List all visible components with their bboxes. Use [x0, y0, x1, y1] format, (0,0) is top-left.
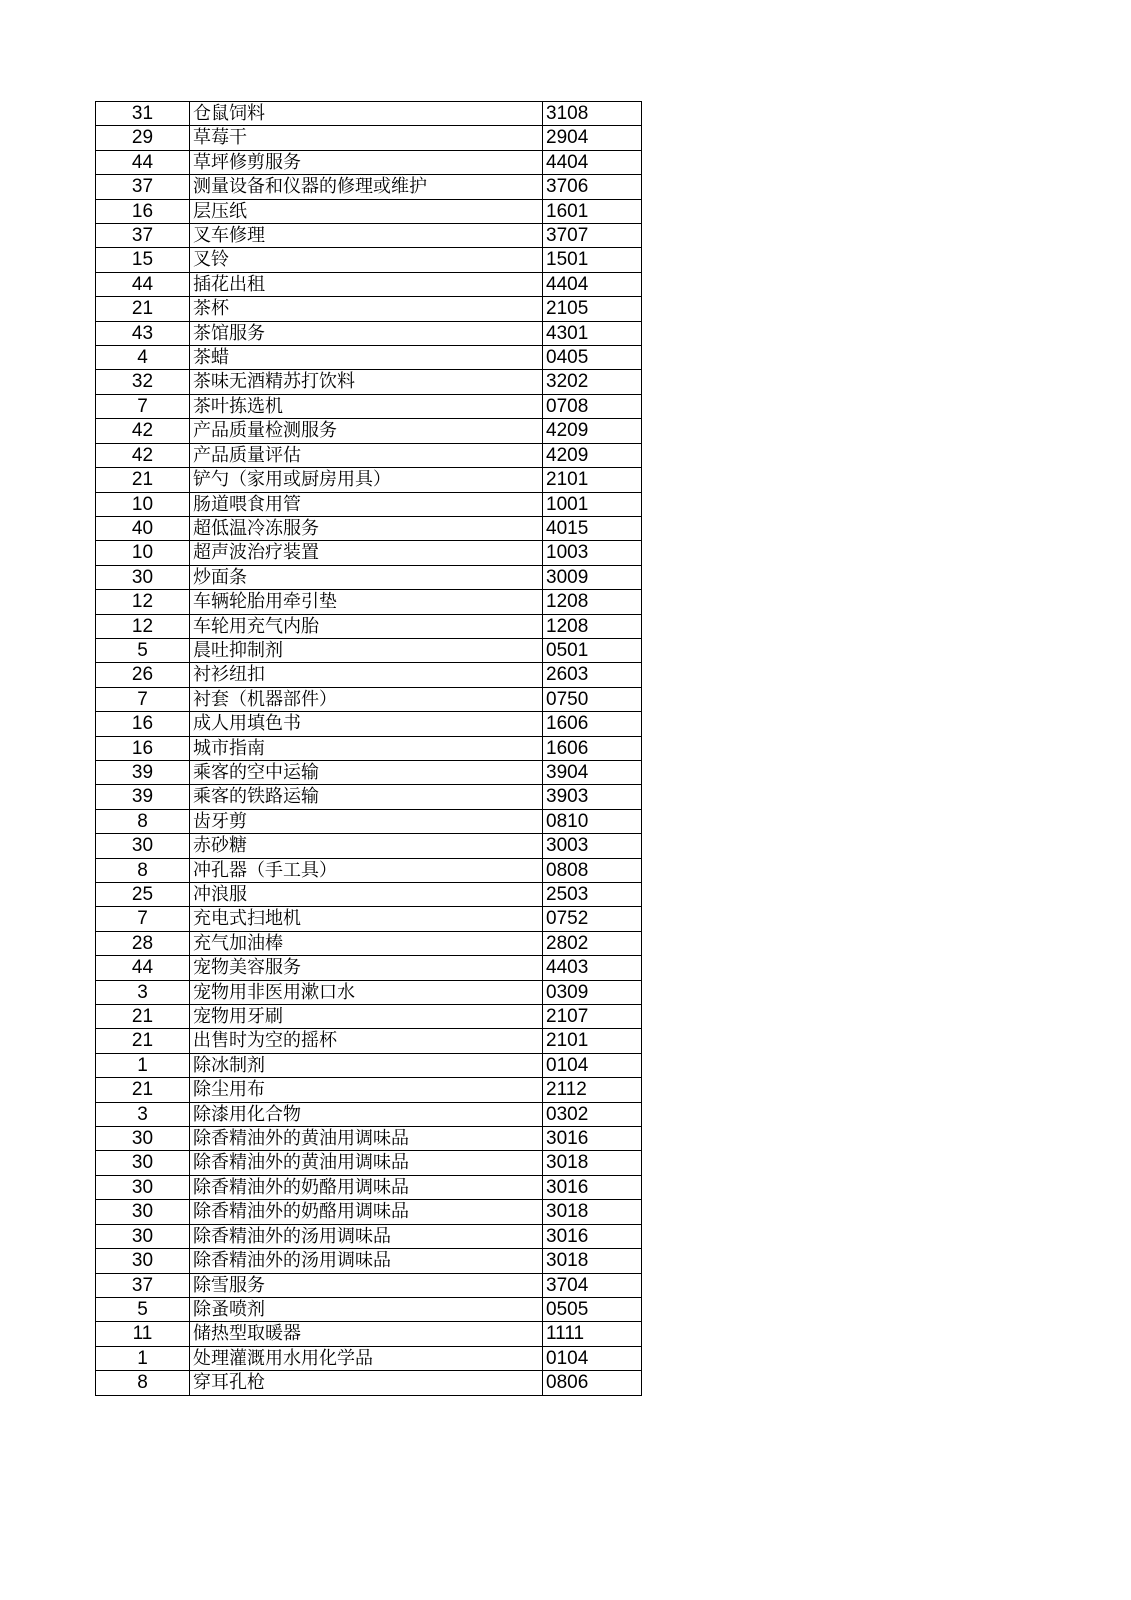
- class-number-cell: 12: [96, 614, 190, 638]
- class-number-cell: 44: [96, 956, 190, 980]
- class-number-cell: 30: [96, 1127, 190, 1151]
- table-row: [96, 736, 642, 760]
- table-row: [96, 1371, 642, 1395]
- group-code-cell: 0104: [543, 1053, 642, 1077]
- group-code-cell: 4301: [543, 321, 642, 345]
- goods-name-cell: 测量设备和仪器的修理或维护: [190, 175, 543, 199]
- group-code-cell: 4403: [543, 956, 642, 980]
- table-row: [96, 175, 642, 199]
- table-row: [96, 370, 642, 394]
- goods-name-cell: 叉铃: [190, 248, 543, 272]
- class-number-cell: 30: [96, 1151, 190, 1175]
- group-code-cell: 0752: [543, 907, 642, 931]
- table-row: [96, 224, 642, 248]
- goods-name-cell: 茶叶拣选机: [190, 394, 543, 418]
- goods-name-cell: 赤砂糖: [190, 834, 543, 858]
- group-code-cell: 0810: [543, 809, 642, 833]
- goods-name-cell: 除香精油外的黄油用调味品: [190, 1127, 543, 1151]
- table-row: [96, 443, 642, 467]
- group-code-cell: 3009: [543, 565, 642, 589]
- table-row: [96, 126, 642, 150]
- goods-name-cell: 城市指南: [190, 736, 543, 760]
- table-row: [96, 468, 642, 492]
- group-code-cell: 0309: [543, 980, 642, 1004]
- table-row: [96, 150, 642, 174]
- group-code-cell: 3202: [543, 370, 642, 394]
- class-number-cell: 1: [96, 1053, 190, 1077]
- group-code-cell: 3904: [543, 760, 642, 784]
- group-code-cell: 1501: [543, 248, 642, 272]
- group-code-cell: 1601: [543, 199, 642, 223]
- goods-name-cell: 衬衫纽扣: [190, 663, 543, 687]
- table-row: [96, 980, 642, 1004]
- class-number-cell: 37: [96, 175, 190, 199]
- table-row: [96, 394, 642, 418]
- goods-name-cell: 炒面条: [190, 565, 543, 589]
- class-number-cell: 30: [96, 1249, 190, 1273]
- class-number-cell: 7: [96, 687, 190, 711]
- table-row: [96, 346, 642, 370]
- class-number-cell: 21: [96, 297, 190, 321]
- table-row: [96, 858, 642, 882]
- class-number-cell: 15: [96, 248, 190, 272]
- table-row: [96, 1346, 642, 1370]
- table-row: [96, 102, 642, 126]
- goods-name-cell: 超声波治疗装置: [190, 541, 543, 565]
- goods-name-cell: 冲孔器（手工具）: [190, 858, 543, 882]
- group-code-cell: 3704: [543, 1273, 642, 1297]
- goods-name-cell: 储热型取暖器: [190, 1322, 543, 1346]
- table-row: [96, 1127, 642, 1151]
- goods-name-cell: 车辆轮胎用牵引垫: [190, 590, 543, 614]
- table-row: [96, 1078, 642, 1102]
- table-row: [96, 1102, 642, 1126]
- class-number-cell: 1: [96, 1346, 190, 1370]
- class-number-cell: 16: [96, 712, 190, 736]
- table-row: [96, 321, 642, 345]
- table-row: [96, 638, 642, 662]
- table-row: [96, 516, 642, 540]
- group-code-cell: 2105: [543, 297, 642, 321]
- goods-name-cell: 除冰制剂: [190, 1053, 543, 1077]
- goods-name-cell: 茶蜡: [190, 346, 543, 370]
- goods-name-cell: 草坪修剪服务: [190, 150, 543, 174]
- group-code-cell: 2904: [543, 126, 642, 150]
- group-code-cell: 0806: [543, 1371, 642, 1395]
- goods-name-cell: 冲浪服: [190, 883, 543, 907]
- class-number-cell: 10: [96, 541, 190, 565]
- goods-name-cell: 晨吐抑制剂: [190, 638, 543, 662]
- class-number-cell: 39: [96, 785, 190, 809]
- class-number-cell: 16: [96, 736, 190, 760]
- group-code-cell: 4209: [543, 443, 642, 467]
- class-number-cell: 30: [96, 1175, 190, 1199]
- table-row: [96, 1053, 642, 1077]
- group-code-cell: 3016: [543, 1127, 642, 1151]
- goods-name-cell: 超低温冷冻服务: [190, 516, 543, 540]
- group-code-cell: 1003: [543, 541, 642, 565]
- goods-name-cell: 除香精油外的奶酪用调味品: [190, 1200, 543, 1224]
- class-number-cell: 3: [96, 980, 190, 1004]
- class-number-cell: 43: [96, 321, 190, 345]
- group-code-cell: 4209: [543, 419, 642, 443]
- goods-name-cell: 除香精油外的汤用调味品: [190, 1224, 543, 1248]
- group-code-cell: 3018: [543, 1151, 642, 1175]
- goods-name-cell: 叉车修理: [190, 224, 543, 248]
- class-number-cell: 11: [96, 1322, 190, 1346]
- goods-table-body: [96, 102, 642, 1396]
- goods-name-cell: 车轮用充气内胎: [190, 614, 543, 638]
- class-number-cell: 7: [96, 907, 190, 931]
- goods-name-cell: 乘客的铁路运输: [190, 785, 543, 809]
- class-number-cell: 5: [96, 638, 190, 662]
- goods-name-cell: 衬套（机器部件）: [190, 687, 543, 711]
- table-row: [96, 248, 642, 272]
- class-number-cell: 21: [96, 1005, 190, 1029]
- class-number-cell: 44: [96, 272, 190, 296]
- goods-name-cell: 茶杯: [190, 297, 543, 321]
- group-code-cell: 2802: [543, 931, 642, 955]
- class-number-cell: 7: [96, 394, 190, 418]
- class-number-cell: 21: [96, 468, 190, 492]
- goods-name-cell: 仓鼠饲料: [190, 102, 543, 126]
- class-number-cell: 5: [96, 1297, 190, 1321]
- table-row: [96, 663, 642, 687]
- goods-name-cell: 充电式扫地机: [190, 907, 543, 931]
- group-code-cell: 4404: [543, 272, 642, 296]
- table-row: [96, 1200, 642, 1224]
- table-row: [96, 1005, 642, 1029]
- group-code-cell: 0505: [543, 1297, 642, 1321]
- group-code-cell: 4404: [543, 150, 642, 174]
- goods-name-cell: 乘客的空中运输: [190, 760, 543, 784]
- group-code-cell: 1208: [543, 614, 642, 638]
- class-number-cell: 42: [96, 443, 190, 467]
- group-code-cell: 2101: [543, 468, 642, 492]
- table-row: [96, 492, 642, 516]
- group-code-cell: 4015: [543, 516, 642, 540]
- table-row: [96, 883, 642, 907]
- class-number-cell: 32: [96, 370, 190, 394]
- group-code-cell: 0104: [543, 1346, 642, 1370]
- class-number-cell: 21: [96, 1029, 190, 1053]
- class-number-cell: 37: [96, 224, 190, 248]
- goods-name-cell: 宠物用牙刷: [190, 1005, 543, 1029]
- class-number-cell: 25: [96, 883, 190, 907]
- class-number-cell: 37: [96, 1273, 190, 1297]
- goods-name-cell: 层压纸: [190, 199, 543, 223]
- table-row: [96, 1273, 642, 1297]
- goods-name-cell: 插花出租: [190, 272, 543, 296]
- group-code-cell: 0808: [543, 858, 642, 882]
- goods-table: [95, 101, 642, 1396]
- goods-name-cell: 铲勺（家用或厨房用具）: [190, 468, 543, 492]
- table-row: [96, 1224, 642, 1248]
- goods-name-cell: 除雪服务: [190, 1273, 543, 1297]
- class-number-cell: 30: [96, 565, 190, 589]
- table-row: [96, 1249, 642, 1273]
- group-code-cell: 1111: [543, 1322, 642, 1346]
- table-row: [96, 907, 642, 931]
- group-code-cell: 3016: [543, 1175, 642, 1199]
- class-number-cell: 8: [96, 858, 190, 882]
- table-row: [96, 565, 642, 589]
- table-row: [96, 272, 642, 296]
- goods-name-cell: 除蚤喷剂: [190, 1297, 543, 1321]
- group-code-cell: 0501: [543, 638, 642, 662]
- group-code-cell: 0405: [543, 346, 642, 370]
- class-number-cell: 4: [96, 346, 190, 370]
- goods-name-cell: 茶馆服务: [190, 321, 543, 345]
- group-code-cell: 3903: [543, 785, 642, 809]
- group-code-cell: 2503: [543, 883, 642, 907]
- goods-name-cell: 除香精油外的黄油用调味品: [190, 1151, 543, 1175]
- class-number-cell: 39: [96, 760, 190, 784]
- table-row: [96, 541, 642, 565]
- goods-name-cell: 除漆用化合物: [190, 1102, 543, 1126]
- group-code-cell: 2603: [543, 663, 642, 687]
- goods-name-cell: 宠物美容服务: [190, 956, 543, 980]
- table-row: [96, 834, 642, 858]
- goods-name-cell: 肠道喂食用管: [190, 492, 543, 516]
- goods-name-cell: 处理灌溉用水用化学品: [190, 1346, 543, 1370]
- class-number-cell: 30: [96, 1224, 190, 1248]
- goods-name-cell: 穿耳孔枪: [190, 1371, 543, 1395]
- group-code-cell: 2101: [543, 1029, 642, 1053]
- goods-name-cell: 出售时为空的摇杯: [190, 1029, 543, 1053]
- table-row: [96, 931, 642, 955]
- table-row: [96, 419, 642, 443]
- goods-name-cell: 充气加油棒: [190, 931, 543, 955]
- group-code-cell: 3018: [543, 1249, 642, 1273]
- class-number-cell: 31: [96, 102, 190, 126]
- group-code-cell: 0708: [543, 394, 642, 418]
- group-code-cell: 3016: [543, 1224, 642, 1248]
- class-number-cell: 26: [96, 663, 190, 687]
- table-row: [96, 785, 642, 809]
- class-number-cell: 30: [96, 1200, 190, 1224]
- class-number-cell: 29: [96, 126, 190, 150]
- group-code-cell: 3003: [543, 834, 642, 858]
- class-number-cell: 28: [96, 931, 190, 955]
- class-number-cell: 44: [96, 150, 190, 174]
- table-row: [96, 614, 642, 638]
- goods-name-cell: 除香精油外的汤用调味品: [190, 1249, 543, 1273]
- class-number-cell: 30: [96, 834, 190, 858]
- goods-name-cell: 草莓干: [190, 126, 543, 150]
- goods-name-cell: 产品质量评估: [190, 443, 543, 467]
- goods-name-cell: 除尘用布: [190, 1078, 543, 1102]
- class-number-cell: 16: [96, 199, 190, 223]
- table-row: [96, 956, 642, 980]
- goods-name-cell: 产品质量检测服务: [190, 419, 543, 443]
- table-row: [96, 1175, 642, 1199]
- goods-name-cell: 除香精油外的奶酪用调味品: [190, 1175, 543, 1199]
- group-code-cell: 3706: [543, 175, 642, 199]
- group-code-cell: 3707: [543, 224, 642, 248]
- table-row: [96, 199, 642, 223]
- class-number-cell: 10: [96, 492, 190, 516]
- table-row: [96, 1322, 642, 1346]
- group-code-cell: 3108: [543, 102, 642, 126]
- table-row: [96, 712, 642, 736]
- class-number-cell: 8: [96, 809, 190, 833]
- table-row: [96, 687, 642, 711]
- group-code-cell: 1001: [543, 492, 642, 516]
- group-code-cell: 2112: [543, 1078, 642, 1102]
- group-code-cell: 0750: [543, 687, 642, 711]
- table-row: [96, 760, 642, 784]
- group-code-cell: 3018: [543, 1200, 642, 1224]
- class-number-cell: 12: [96, 590, 190, 614]
- table-row: [96, 590, 642, 614]
- table-row: [96, 1151, 642, 1175]
- table-row: [96, 297, 642, 321]
- class-number-cell: 3: [96, 1102, 190, 1126]
- group-code-cell: 1606: [543, 736, 642, 760]
- group-code-cell: 2107: [543, 1005, 642, 1029]
- class-number-cell: 40: [96, 516, 190, 540]
- goods-name-cell: 茶味无酒精苏打饮料: [190, 370, 543, 394]
- goods-name-cell: 成人用填色书: [190, 712, 543, 736]
- goods-name-cell: 齿牙剪: [190, 809, 543, 833]
- table-row: [96, 1029, 642, 1053]
- group-code-cell: 0302: [543, 1102, 642, 1126]
- goods-name-cell: 宠物用非医用漱口水: [190, 980, 543, 1004]
- class-number-cell: 8: [96, 1371, 190, 1395]
- group-code-cell: 1208: [543, 590, 642, 614]
- class-number-cell: 42: [96, 419, 190, 443]
- class-number-cell: 21: [96, 1078, 190, 1102]
- table-row: [96, 809, 642, 833]
- table-row: [96, 1297, 642, 1321]
- group-code-cell: 1606: [543, 712, 642, 736]
